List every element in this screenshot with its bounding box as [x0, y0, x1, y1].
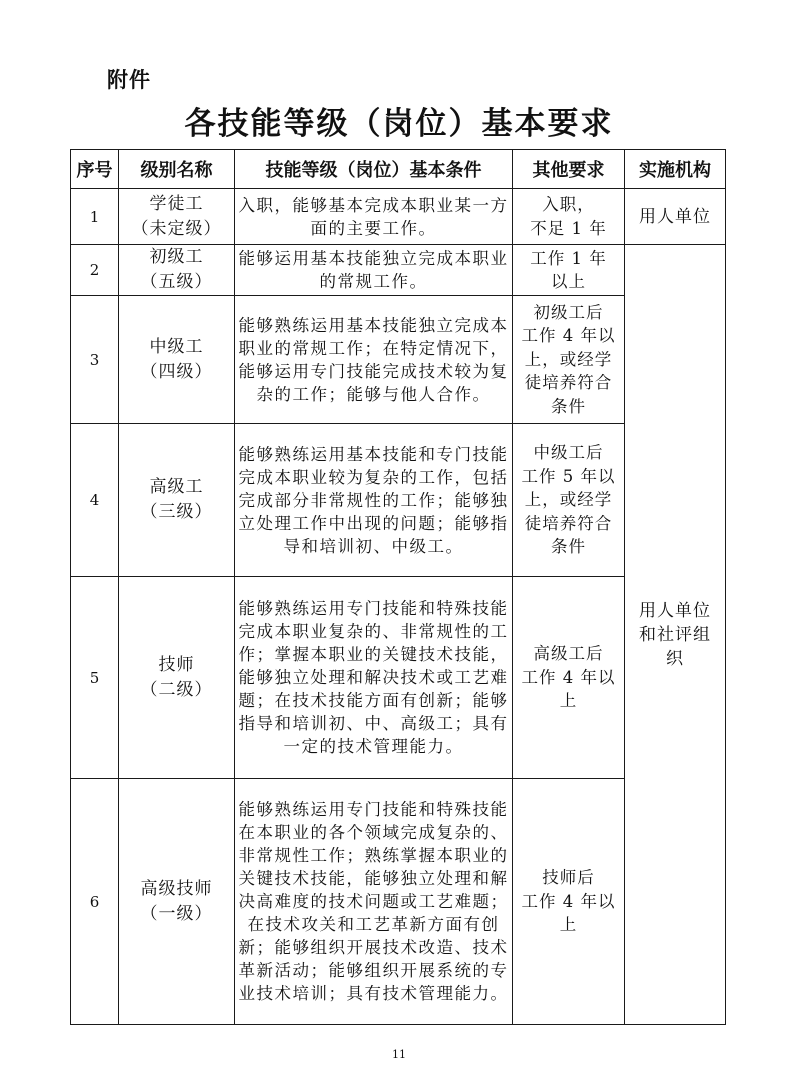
level-name: 高级技师 （一级） — [119, 779, 235, 1025]
page-title: 各技能等级（岗位）基本要求 — [184, 106, 614, 142]
other-requirement: 中级工后 工作 5 年以 上，或经学 徒培养符合 条件 — [513, 424, 625, 577]
level-name: 学徒工 （未定级） — [119, 189, 235, 245]
row-number: 6 — [71, 779, 119, 1025]
other-requirement: 入职， 不足 1 年 — [513, 189, 625, 245]
page-number: 11 — [392, 1048, 406, 1061]
row-number: 1 — [71, 189, 119, 245]
table-header-row — [71, 150, 726, 189]
level-name: 高级工 （三级） — [119, 424, 235, 577]
other-requirement: 初级工后 工作 4 年以 上，或经学 徒培养符合 条件 — [513, 296, 625, 424]
header-org: 实施机构 — [625, 150, 726, 189]
level-name: 技师 （二级） — [119, 577, 235, 779]
attachment-label: 附件 — [107, 68, 151, 92]
row-number: 5 — [71, 577, 119, 779]
basic-condition: 能够熟练运用基本技能和专门技能完成本职业较为复杂的工作，包括完成部分非常规性的工作；能够独立处理工作中出现的问题；能够指导和培训初、中级工。 — [235, 424, 513, 577]
requirements-table — [70, 149, 726, 1025]
level-name: 中级工 （四级） — [119, 296, 235, 424]
header-no: 序号 — [71, 150, 119, 189]
header-other: 其他要求 — [513, 150, 625, 189]
table-row — [71, 189, 726, 245]
table-row — [71, 245, 726, 296]
basic-condition: 能够熟练运用专门技能和特殊技能完成本职业复杂的、非常规性的工作；掌握本职业的关键技术技能，能够独立处理和解决技术或工艺难题；在技术技能方面有创新；能够指导和培训初、中、高级工；具有一定的技术管理能力。 — [235, 577, 513, 779]
row-number: 3 — [71, 296, 119, 424]
row-number: 2 — [71, 245, 119, 296]
implementing-org-merged: 用人单位 和社评组 织 — [625, 245, 726, 1025]
basic-condition: 入职，能够基本完成本职业某一方面的主要工作。 — [235, 189, 513, 245]
other-requirement: 工作 1 年 以上 — [513, 245, 625, 296]
basic-condition: 能够熟练运用基本技能独立完成本职业的常规工作；在特定情况下，能够运用专门技能完成技术较为复杂的工作；能够与他人合作。 — [235, 296, 513, 424]
basic-condition: 能够熟练运用专门技能和特殊技能在本职业的各个领域完成复杂的、非常规性工作；熟练掌握本职业的关键技术技能，能够独立处理和解决高难度的技术问题或工艺难题；在技术攻关和工艺革新方面有创新；能够组织开展技术改造、技术革新活动；能够组织开展系统的专业技术培训；具有技术管理能力。 — [235, 779, 513, 1025]
implementing-org: 用人单位 — [625, 189, 726, 245]
header-level: 级别名称 — [119, 150, 235, 189]
header-condition: 技能等级（岗位）基本条件 — [235, 150, 513, 189]
level-name: 初级工 （五级） — [119, 245, 235, 296]
row-number: 4 — [71, 424, 119, 577]
other-requirement: 高级工后 工作 4 年以 上 — [513, 577, 625, 779]
other-requirement: 技师后 工作 4 年以 上 — [513, 779, 625, 1025]
basic-condition: 能够运用基本技能独立完成本职业的常规工作。 — [235, 245, 513, 296]
